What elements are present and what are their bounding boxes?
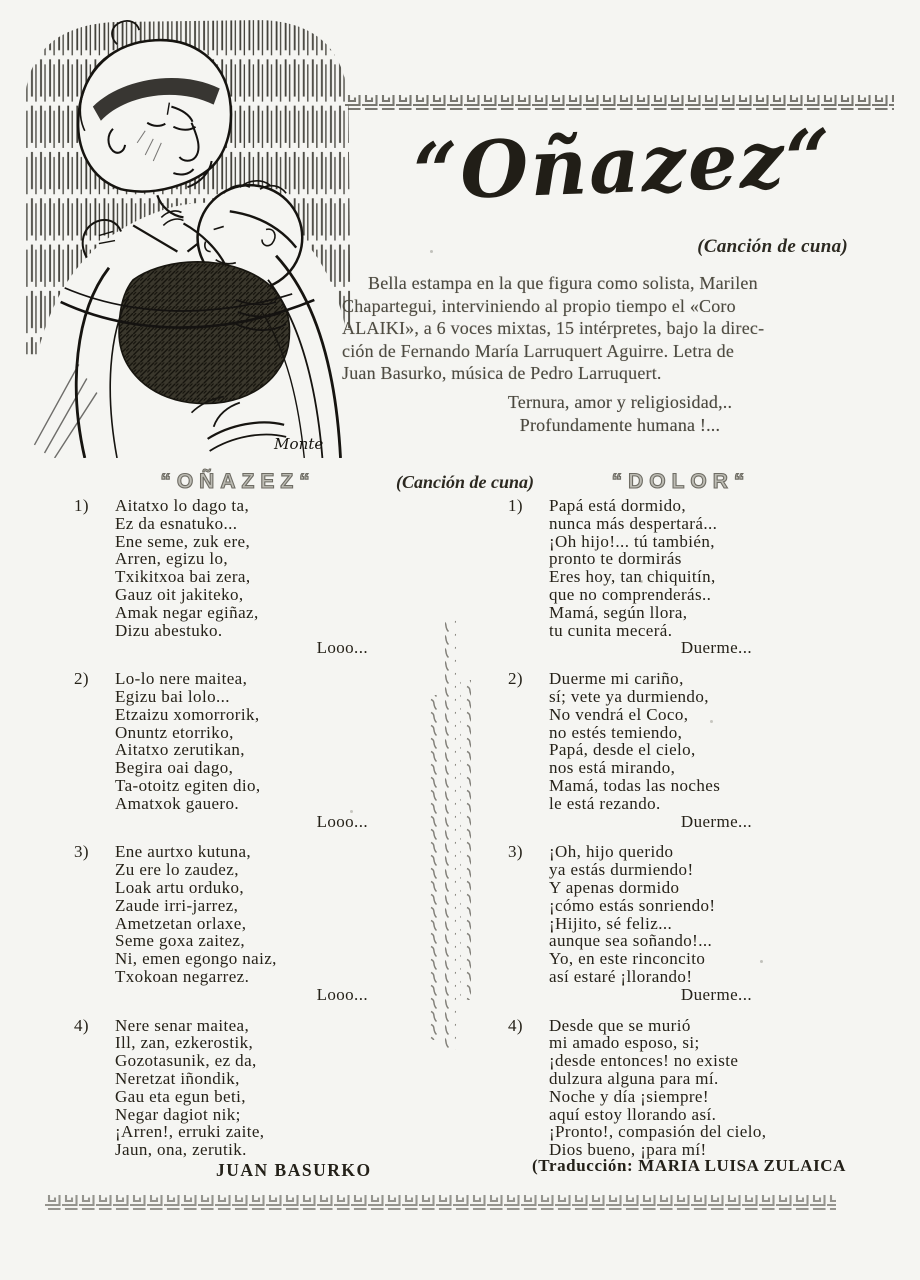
verse-line: no estés temiendo,: [549, 722, 683, 742]
verse-line: aquí estoy llorando así.: [549, 1104, 717, 1124]
verse-line: Negar dagiot nik;: [115, 1104, 241, 1124]
verse-line: Aitatxo zerutikan,: [115, 740, 245, 760]
verse-line: Papá está dormido,: [549, 496, 687, 515]
verse-line: Neretzat iñondik,: [115, 1068, 240, 1088]
verse-line: Onuntz etorriko,: [115, 722, 234, 742]
verse-number: 4): [508, 1015, 523, 1035]
verse-line: Ill, zan, ezkerostik,: [115, 1033, 254, 1053]
verse-line: Jaun, ona, zerutik.: [115, 1140, 247, 1160]
verse: [508, 670, 820, 830]
verse-line: ¡Oh, hijo querido: [549, 842, 674, 862]
verse-line: Papá, desde el cielo,: [549, 740, 696, 760]
verse-line: Yo, en este rinconcito: [549, 949, 706, 969]
verse-line: ¡Hijito, sé feliz...: [549, 913, 673, 933]
tagline: Ternura, amor y religiosidad,..: [507, 391, 733, 412]
refrain: Looo...: [316, 638, 368, 658]
verse-line: Noche y día ¡siempre!: [549, 1086, 709, 1106]
verse-lines: [549, 1017, 820, 1159]
verse-line: ¡cómo estás sonriendo!: [549, 895, 716, 915]
translator-credit: (Traducción: MARIA LUISA ZULAICA: [532, 1156, 847, 1175]
verse: [74, 670, 374, 830]
verse-number: 3): [508, 842, 523, 862]
verse-line: le está rezando.: [549, 793, 661, 813]
verse-line: dulzura alguna para mí.: [549, 1068, 719, 1088]
verse: [508, 1017, 820, 1159]
refrain: Duerme...: [680, 811, 752, 831]
verse: [74, 1017, 374, 1159]
verse-line: tu cunita mecerá.: [549, 620, 673, 640]
artist-signature: Monte: [274, 434, 324, 453]
column-heading-basque: “OÑAZEZ“: [160, 470, 316, 493]
spanish-lyrics-column: [508, 497, 820, 1172]
verse-lines: [115, 497, 374, 657]
verse-line: Txikitxoa bai zera,: [115, 567, 251, 587]
verse-number: 3): [74, 842, 89, 862]
verse-number: 1): [74, 496, 89, 515]
verse-line: Ene aurtxo kutuna,: [115, 842, 252, 862]
verse-line: Gauz oit jakiteko,: [115, 584, 244, 604]
verse-lines: [549, 670, 820, 830]
verse-line: ¡Arren!, erruki zaite,: [115, 1122, 265, 1142]
verse-line: pronto te dormirás: [549, 549, 682, 569]
verse-line: Egizu bai lolo...: [115, 686, 230, 706]
verse-line: Ta-otoitz egiten dio,: [115, 775, 261, 795]
page-title: “Oñazez“: [411, 112, 835, 219]
verse-line: Mamá, según llora,: [549, 602, 688, 622]
verse: [74, 497, 374, 657]
verse: [74, 843, 374, 1003]
intro-line: Bella estampa en la que figura como solista, Marilen: [368, 273, 758, 293]
verse-line: Nere senar maitea,: [115, 1015, 250, 1035]
page-subtitle: (Canción de cuna): [697, 236, 848, 257]
verse-line: Ez da esnatuko...: [115, 513, 238, 533]
verse-line: aunque sea soñando!...: [549, 931, 713, 951]
verse-line: Y apenas dormido: [549, 877, 680, 897]
column-heading-spanish: “DOLOR“: [611, 470, 751, 493]
verse-lines: [549, 497, 820, 657]
verse-line: No vendrá el Coco,: [549, 704, 689, 724]
ornamental-divider: [428, 620, 474, 1050]
verse-line: Eres hoy, tan chiquitín,: [549, 567, 716, 587]
verse-lines: [115, 670, 374, 830]
verse-line: Loak artu orduko,: [115, 877, 245, 897]
tagline: Profundamente humana !...: [519, 414, 721, 435]
verse-number: 2): [74, 669, 89, 689]
verse-line: Arren, egizu lo,: [115, 549, 229, 569]
verse-line: Gozotasunik, ez da,: [115, 1051, 257, 1071]
column-middle-label: (Canción de cuna): [395, 472, 534, 492]
verse-line: Zaude irri-jarrez,: [115, 895, 239, 915]
refrain: Looo...: [316, 811, 368, 831]
refrain: Duerme...: [680, 638, 752, 658]
verse-number: 4): [74, 1015, 89, 1035]
verse-number: 1): [508, 496, 523, 515]
verse-line: Zu ere lo zaudez,: [115, 860, 239, 880]
verse: [508, 843, 820, 1003]
verse-line: Amak negar egiñaz,: [115, 602, 259, 622]
verse: [508, 497, 820, 657]
intro-line: Chapartegui, interviniendo al propio tiempo el «Coro: [342, 295, 736, 316]
verse-lines: [115, 1017, 374, 1159]
scan-speck: [430, 250, 433, 253]
basque-lyrics-column: [74, 497, 374, 1172]
verse-line: así estaré ¡llorando!: [549, 966, 693, 986]
swaddle-blanket: [119, 262, 289, 404]
verse-line: nunca más despertará...: [549, 513, 718, 533]
intro-taglines: [342, 391, 898, 436]
verse-line: Aitatxo lo dago ta,: [115, 496, 250, 515]
verse-line: sí; vete ya durmiendo,: [549, 686, 709, 706]
intro-lines: [342, 272, 898, 385]
verse-line: ¡desde entonces! no existe: [549, 1051, 739, 1071]
verse-line: Begira oai dago,: [115, 758, 234, 778]
verse-line: ¡Oh hijo!... tú también,: [549, 531, 715, 551]
greek-key-border-bottom: [44, 1192, 836, 1214]
refrain: Duerme...: [680, 984, 752, 1004]
verse-line: que no comprenderás..: [549, 584, 712, 604]
verse-line: Lo-lo nere maitea,: [115, 669, 248, 689]
intro-line: ALAIKI», a 6 voces mixtas, 15 intérpretes, bajo la direc-: [342, 318, 765, 339]
refrain: Looo...: [316, 984, 368, 1004]
verse-line: Ametzetan orlaxe,: [115, 913, 247, 933]
verse-line: Duerme mi cariño,: [549, 669, 684, 689]
lyricist-credit: JUAN BASURKO: [216, 1160, 372, 1180]
verse-line: ¡Pronto!, compasión del cielo,: [549, 1122, 767, 1142]
verse-line: ya estás durmiendo!: [549, 860, 694, 880]
verse-line: mi amado esposo, si;: [549, 1033, 700, 1053]
verse-line: Etzaizu xomorrorik,: [115, 704, 260, 724]
verse-line: nos está mirando,: [549, 758, 676, 778]
verse-line: Ene seme, zuk ere,: [115, 531, 251, 551]
verse-lines: [549, 843, 820, 1003]
verse-line: Mamá, todas las noches: [549, 775, 721, 795]
verse-line: Amatxok gauero.: [115, 793, 240, 813]
intro-paragraph: [342, 272, 898, 436]
verse-number: 2): [508, 669, 523, 689]
verse-line: Dizu abestuko.: [115, 620, 223, 640]
verse-line: Desde que se murió: [549, 1015, 691, 1035]
verse-line: Txokoan negarrez.: [115, 966, 250, 986]
intro-line: Juan Basurko, música de Pedro Larruquert.: [342, 363, 662, 384]
verse-line: Dios bueno, ¡para mí!: [549, 1140, 707, 1160]
intro-line: ción de Fernando María Larruquert Aguirre. Letra de: [342, 340, 735, 361]
greek-key-border-top: [344, 92, 894, 114]
verse-line: Seme goxa zaitez,: [115, 931, 245, 951]
mother-and-baby-woodcut: [20, 10, 358, 458]
verse-line: Gau eta egun beti,: [115, 1086, 246, 1106]
verse-line: Ni, emen egongo naiz,: [115, 949, 277, 969]
verse-lines: [115, 843, 374, 1003]
